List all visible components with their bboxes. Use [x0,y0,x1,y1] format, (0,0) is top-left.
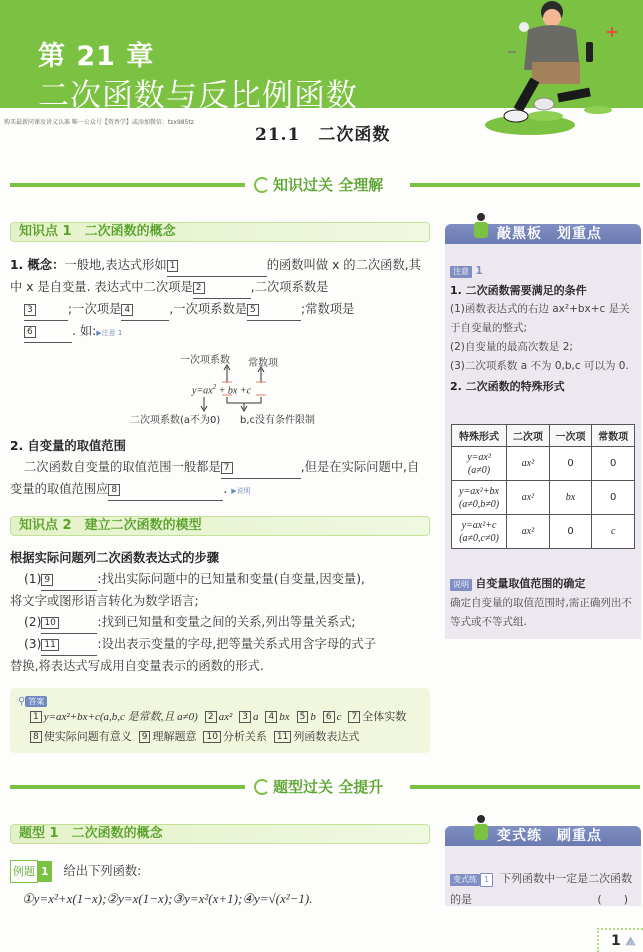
divider-practice-label: 题型过关 全提升 [273,778,384,796]
step-2-text: :找到已知量和变量之间的关系,列出等量关系式; [97,615,356,629]
swirl-icon [254,779,270,795]
answer-value: 列函数表达式 [293,730,360,743]
domain-text-b: ,但是在实际问题中,自变量的取值范围应 [10,460,420,496]
condition-1: (1)函数表达式的右边 ax²+bx+c 是关于自变量的整式; [450,303,630,334]
domain-heading: 2. 自变量的取值范围 [10,439,126,453]
table-cell: c [592,515,635,549]
table-cell: bx [549,481,592,515]
example-functions: ①y=x²+x(1−x);②y=x(1−x);③y=x²(x+1);④y=√(x²−1). [22,891,313,906]
answer-item [30,730,132,743]
answer-number: 2 [205,711,217,723]
concept-text-e: ,一次项系数是 [169,302,248,316]
answer-number: 4 [265,711,277,723]
concept-label: 1. 概念： [10,258,65,272]
modeling-heading: 根据实际问题列二次函数表达式的步骤 [10,551,220,565]
sidebar-explain-section [450,574,636,632]
blank-number: 7 [221,462,233,474]
concept-text-a: 一般地,表达式形如 [64,258,167,272]
conditions-heading: 1. 二次函数需要满足的条件 [450,284,587,297]
answer-value: ax² [218,711,233,723]
example-text: 给出下列函数: [63,864,142,878]
blank-9[interactable] [41,569,97,591]
blank-3[interactable] [24,299,68,321]
answer-value: 全体实数 [362,710,407,723]
blank-number: 6 [24,326,36,338]
blank-4[interactable] [121,299,169,321]
example-tag: 例题 [10,860,38,883]
table-cell: 0 [592,447,635,481]
formula-plus: + [218,385,226,397]
answer-number: 5 [297,711,309,723]
answer-item [323,710,342,723]
formula-bx: bx [227,385,238,397]
blank-number: 10 [41,617,58,629]
concept-text-f: ;常数项是 [301,302,355,316]
table-cell: y=ax²+bx (a≠0,b≠0) [452,481,507,515]
formula-ax: y=ax [192,385,213,397]
concept-paragraph [10,255,430,344]
chapter-title: 二次函数与反比例函数 [38,78,358,114]
sidebar-note-section [450,262,636,396]
special-forms-table [451,424,635,549]
table-cell: y=ax²+c (a≠0,c≠0) [452,515,507,549]
divider-knowledge [10,174,640,196]
blank-number: 5 [247,304,259,316]
explain-reference[interactable]: ▶说明 [231,487,251,495]
explain-tag: 说明 [450,579,472,591]
answer-number: 3 [239,711,251,723]
blank-10[interactable] [41,612,97,634]
table-row [452,481,635,515]
student-reading-icon [470,814,492,842]
table-cell: ax² [507,481,550,515]
explain-text: 确定自变量的取值范围时,需正确列出不等式或不等式组. [450,597,632,628]
answer-number: 8 [30,731,42,743]
blank-number: 2 [193,282,205,294]
blank-number: 4 [121,304,133,316]
answer-item [139,730,197,743]
table-row [452,515,635,549]
question-type-1-header: 题型 1 二次函数的概念 [10,824,430,844]
answer-value: 使实际问题有意义 [43,730,132,743]
divider-practice [10,776,640,798]
step-3-prefix: (3) [24,637,42,651]
blank-8[interactable] [108,479,223,501]
divider-knowledge-label: 知识过关 全理解 [273,176,384,194]
answer-item [274,730,359,743]
answer-value: c [336,711,342,723]
variant-exercise-1 [450,868,636,910]
blank-2[interactable] [193,277,251,299]
note-1-reference[interactable]: ▶注意 1 [96,329,123,337]
answer-item [30,710,198,723]
answer-item [239,710,258,723]
special-forms-heading: 2. 二次函数的特殊形式 [450,380,565,393]
compass-icon: ⟁ [625,935,636,948]
quadratic-form-diagram [120,345,340,425]
blank-number: 1 [167,260,179,272]
condition-3: (3)二次项系数 a 不为 0,b,c 可以为 0. [450,360,629,372]
condition-2: (2)自变量的最高次数是 2; [450,341,573,353]
table-header: 特殊形式 [452,425,507,447]
formula-c: c [246,385,252,397]
swirl-icon [254,177,270,193]
answer-item [265,710,289,723]
chapter-number: 第 21 章 [38,41,155,72]
blank-1[interactable] [167,255,267,277]
table-cell: 0 [549,515,592,549]
variant-text: 下列函数中一定是二次函数的是 [450,872,633,906]
answer-tag: 答案 [25,696,47,707]
modeling-steps [10,548,430,677]
table-cell: 0 [592,481,635,515]
diagram-bc-note: b,c没有条件限制 [240,415,316,426]
example-1 [10,860,430,883]
answer-value: 分析关系 [222,730,267,743]
concept-text-g: . 如: [72,324,97,338]
example-number: 1 [38,861,52,882]
answer-value: y=ax²+bx+c(a,b,c 是常数,且 a≠0) [43,711,198,723]
note-tag: 注意 [450,266,472,278]
knowledge-point-2-header: 知识点 2 建立二次函数的模型 [10,516,430,536]
key-icon: ⚲ [18,696,26,707]
step-2-prefix: (2) [24,615,42,629]
domain-text-a: 二次函数自变量的取值范围一般都是 [24,460,221,474]
answer-parentheses[interactable]: ( ) [597,893,628,906]
answer-item [205,710,232,723]
note-number: 1 [475,265,483,277]
teacher-icon [470,212,492,240]
student-illustration [480,0,643,140]
diagram-quad-coef-label: 二次项系数(a不为0) [130,415,221,426]
domain-text-c: . [223,482,228,496]
blank-5[interactable] [247,299,301,321]
diagram-linear-coef-label: 一次项系数 [180,355,230,366]
table-cell: ax² [507,447,550,481]
concept-text-c: ,二次项系数是 [250,280,329,294]
answer-number: 6 [323,711,335,723]
variant-tag: 变式练 [450,874,480,886]
answer-number: 7 [348,711,360,723]
answer-item [203,730,266,743]
concept-text-d: ;一次项是 [68,302,122,316]
answer-number: 1 [30,711,42,723]
blank-number: 8 [108,484,120,496]
diagram-constant-label: 常数项 [248,358,278,369]
answer-number: 9 [139,731,151,743]
variant-number: 1 [480,873,493,887]
table-cell: y=ax² (a≠0) [452,447,507,481]
step-1-continued: 将文字或图形语言转化为数学语言; [10,594,199,608]
blank-number: 9 [41,574,53,586]
table-cell: 0 [549,447,592,481]
concept-text-b: 的函数叫做 x 的二次函数,其中 x 是自变量. 表达式中二次项是 [10,258,421,294]
step-1-prefix: (1) [24,572,42,586]
section-title: 21.1 二次函数 [255,125,391,145]
table-row [452,447,635,481]
blank-6[interactable] [24,321,72,343]
step-3-text: :设出表示变量的字母,把等量关系式用含字母的式子 [97,637,377,651]
table-cell: ax² [507,515,550,549]
step-1-text: :找出实际问题中的已知量和变量(自变量,因变量), [97,572,365,586]
answer-value: a [252,711,259,723]
answer-box [10,688,430,753]
domain-paragraph [10,436,430,502]
sidebar-variant-header: 变式练 刷重点 [445,826,641,846]
page-number-text: 1 [611,933,621,949]
answer-number: 11 [274,731,291,743]
formula-plus: + [239,385,247,397]
blank-number: 11 [41,639,58,651]
page-number [597,928,643,952]
answer-item [348,710,406,723]
sidebar-key-points-header: 敲黑板 划重点 [445,224,641,244]
blank-11[interactable] [41,634,97,656]
explain-heading: 自变量取值范围的确定 [475,577,586,590]
step-3-continued: 替换,将表达式写成用自变量表示的函数的形式. [10,659,264,673]
watermark-text: 购买最新同课及讲义认准 唯一公众号【资香学】或添加微信：tzx985tz [4,119,194,126]
table-header: 常数项 [592,425,635,447]
answer-value: b [310,711,316,723]
answer-value: bx [279,711,290,723]
table-header: 一次项 [549,425,592,447]
answer-list [30,707,422,746]
answer-number: 10 [203,731,220,743]
knowledge-point-1-header: 知识点 1 二次函数的概念 [10,222,430,242]
formula-exponent: 2 [212,383,217,391]
blank-7[interactable] [221,457,301,479]
table-header-row [452,425,635,447]
answer-item [297,710,316,723]
blank-number: 3 [24,304,36,316]
table-header: 二次项 [507,425,550,447]
answer-value: 理解题意 [152,730,197,743]
